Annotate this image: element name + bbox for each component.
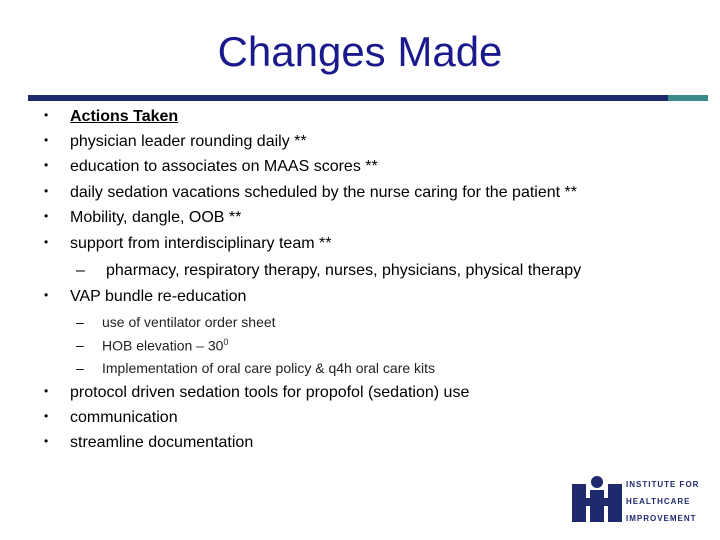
dash-marker: – — [76, 262, 85, 279]
ihi-logo-icon — [572, 476, 622, 522]
bullet-marker: • — [44, 288, 49, 302]
slide-title: Changes Made — [217, 28, 503, 75]
bullet-text: streamline documentation — [70, 434, 254, 451]
logo-line: INSTITUTE FOR — [626, 480, 700, 489]
bullet-text: Mobility, dangle, OOB ** — [70, 209, 242, 226]
bullet-marker: • — [44, 184, 49, 198]
dash-marker: – — [76, 337, 84, 353]
bullet-text: physician leader rounding daily ** — [70, 133, 307, 150]
bullet-text: support from interdisciplinary team ** — [70, 235, 332, 252]
ihi-logo — [572, 474, 702, 524]
bullet-text: VAP bundle re-education — [70, 288, 247, 305]
bullet-marker: • — [44, 384, 49, 398]
bullet-marker: • — [44, 434, 49, 448]
bullet-text: daily sedation vacations scheduled by the nurse caring for the patient ** — [70, 184, 577, 201]
logo-line: IMPROVEMENT — [626, 514, 697, 523]
degree-superscript: 0 — [223, 337, 229, 347]
hob-elevation-text: HOB elevation – 30 — [102, 337, 224, 354]
bullet-marker: • — [44, 409, 49, 423]
dash-marker: – — [76, 360, 84, 376]
logo-line: HEALTHCARE — [626, 497, 691, 506]
bullet-marker: • — [44, 235, 49, 249]
bullet-marker: • — [44, 108, 49, 122]
bullet-text: education to associates on MAAS scores ** — [70, 158, 378, 175]
sub-item-text: Implementation of oral care policy & q4h oral care kits — [102, 360, 436, 376]
bullet-marker: • — [44, 209, 49, 223]
bullet-text: protocol driven sedation tools for propofol (sedation) use — [70, 384, 470, 401]
bullet-text: communication — [70, 409, 178, 426]
bullet-marker: • — [44, 133, 49, 147]
bullet-marker: • — [44, 158, 49, 172]
sub-item-text: pharmacy, respiratory therapy, nurses, physicians, physical therapy — [106, 262, 582, 279]
sub-item-text: use of ventilator order sheet — [102, 314, 276, 330]
sub-item-text — [102, 337, 228, 354]
section-heading: Actions Taken — [70, 108, 179, 125]
dash-marker: – — [76, 314, 84, 330]
ihi-logo-wordmark — [626, 476, 699, 527]
